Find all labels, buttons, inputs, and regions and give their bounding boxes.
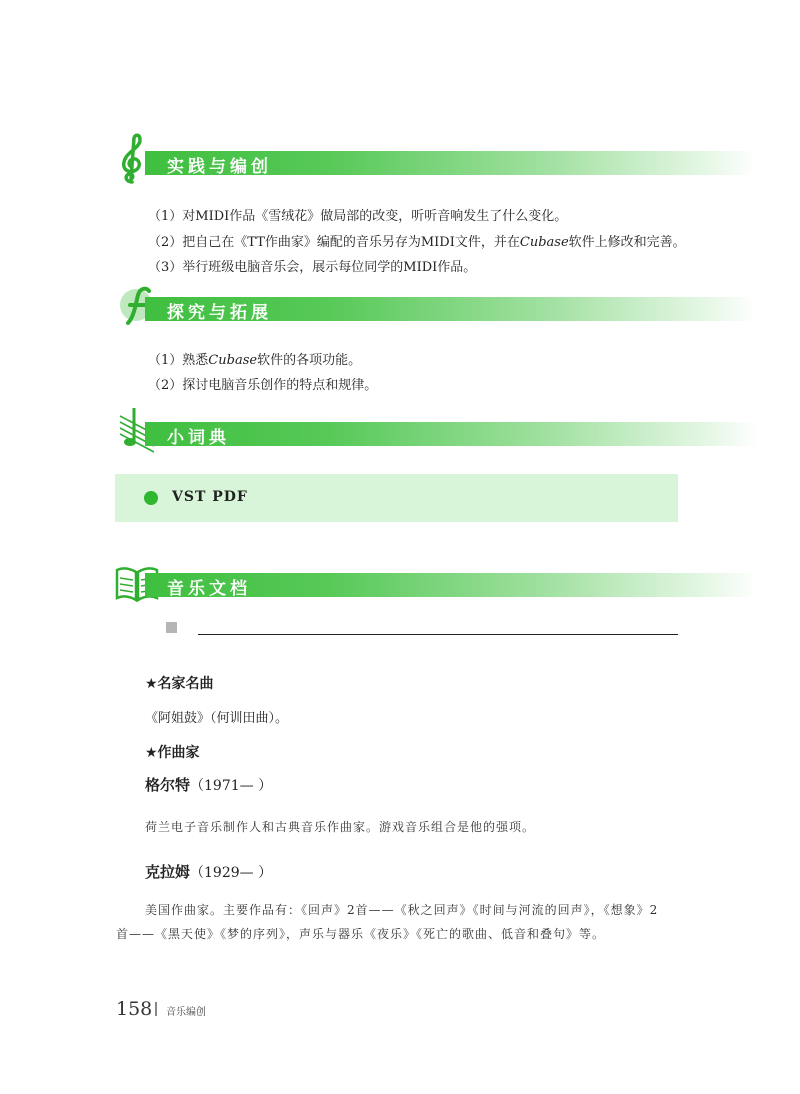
glossary-box (115, 474, 678, 522)
explore-section-bar (145, 297, 757, 321)
footer-divider (155, 1002, 157, 1016)
explore-section-title: 探究与拓展 (167, 303, 272, 323)
composer-2-name: 克拉姆 (145, 863, 191, 881)
page-number: 158 (116, 998, 153, 1020)
grey-square-icon (166, 622, 177, 633)
famous-work-text: 《阿姐鼓》（何训田曲）。 (145, 711, 289, 726)
composer-1-years: （1971— ） (190, 778, 273, 794)
composer-2-years: （1929— ） (190, 865, 273, 881)
docs-section-bar (145, 573, 757, 597)
glossary-section-bar (145, 422, 759, 446)
composer-1-desc: 荷兰电子音乐制作人和古典音乐作曲家。游戏音乐组合是他的强项。 (145, 820, 536, 834)
composer-2-desc-line1: 美国作曲家。主要作品有：《回声》2首——《秋之回声》《时间与河流的回声》，《想象》2 (145, 903, 659, 917)
famous-works-heading: ★名家名曲 (145, 676, 214, 692)
explore-item-1: （1）熟悉Cubase软件的各项功能。 (148, 353, 362, 368)
practice-section-title: 实践与编创 (167, 157, 272, 177)
explore-item-2: （2）探讨电脑音乐创作的特点和规律。 (148, 378, 378, 393)
fill-in-line (198, 634, 678, 635)
composer-2-name-line (145, 861, 272, 882)
composer-1-name: 格尔特 (145, 776, 191, 794)
composer-2-desc-line2: 首——《黑天使》《梦的序列》，声乐与器乐《夜乐》《死亡的歌曲、低音和叠句》等。 (116, 927, 606, 941)
book-title: 音乐编创 (166, 1007, 206, 1018)
glossary-section-title: 小词典 (167, 428, 230, 448)
practice-item-1: （1）对MIDI作品《雪绒花》做局部的改变，听听音响发生了什么变化。 (148, 209, 568, 224)
bullet-dot-icon (144, 491, 158, 505)
practice-item-3: （3）举行班级电脑音乐会，展示每位同学的MIDI作品。 (148, 260, 477, 275)
composer-1-name-line (145, 774, 272, 795)
practice-section-bar (145, 151, 757, 175)
docs-section-title: 音乐文档 (167, 579, 251, 599)
glossary-entry: VST PDF (172, 489, 248, 505)
practice-item-2: （2）把自己在《TT作曲家》编配的音乐另存为MIDI文件，并在Cubase软件上修改和完善。 (148, 235, 686, 250)
composer-heading: ★作曲家 (145, 745, 200, 761)
